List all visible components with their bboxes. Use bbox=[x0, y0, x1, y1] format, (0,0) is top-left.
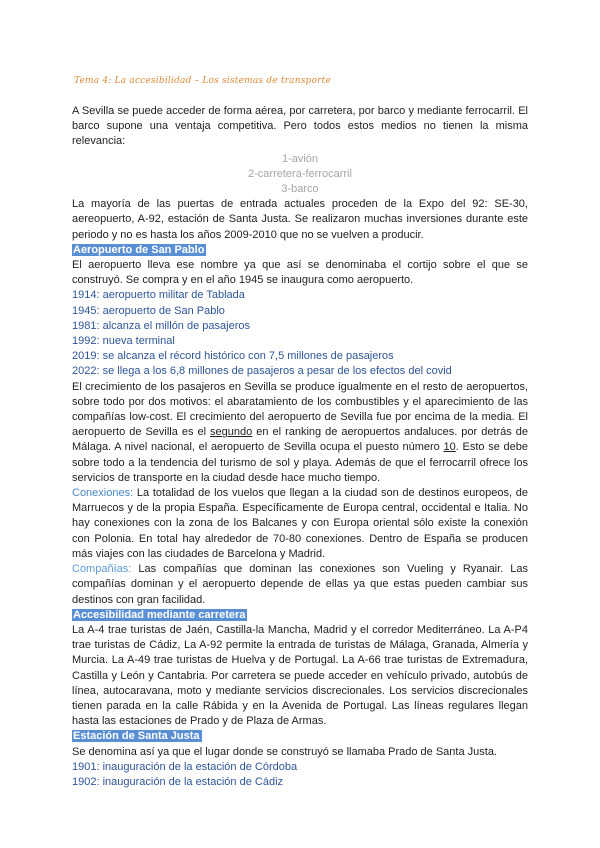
timeline-item: 1992: nueva terminal bbox=[72, 335, 175, 348]
connections-label: Conexiones: bbox=[72, 487, 134, 500]
intro-paragraph: A Sevilla se puede acceder de forma aérea, por carretera, por barco y mediante ferrocarril. El barco supone una ventaja competitiva. Pero todos estos medios no tienen la misma relevancia: bbox=[72, 105, 528, 148]
road-paragraph: La A-4 trae turistas de Jaén, Castilla-la Mancha, Madrid y el corredor Mediterráneo. La A-P4 trae turistas de Cádiz, La A-92 permite la entrada de turistas de Málaga, Granada, Almería y Murcia. La A-49 trae turistas de Huelva y de Portugal. La A-66 trae turistas de Extremadura, Castilla y León y Cantabria. Por carretera se puede acceder en vehículo privado, autobús de línea, autocaravana, moto y mediante servicios discrecionales. Los servicios discrecionales tienen parada en la calle Rábida y en la Avenida de Portugal. Las líneas regulares llegan hasta las estaciones de Prado y de Plaza de Armas. bbox=[72, 623, 528, 728]
ranking-item: 1-avión bbox=[281, 152, 319, 165]
ranking-item: 2-carretera-ferrocarril bbox=[248, 167, 352, 180]
document-body bbox=[72, 104, 528, 790]
companies-label: Compañías: bbox=[72, 563, 132, 576]
segundo-underlined: segundo bbox=[210, 426, 253, 439]
timeline-item: 1914: aeropuerto militar de Tablada bbox=[72, 289, 245, 302]
ten-underlined: 10 bbox=[443, 441, 456, 454]
timeline-item: 1902: inauguración de la estación de Cádiz bbox=[72, 775, 284, 788]
station-heading: Estación de Santa Justa bbox=[73, 730, 200, 743]
road-heading: Accesibilidad mediante carretera bbox=[73, 608, 246, 621]
ranking-list bbox=[72, 152, 528, 198]
airport-heading: Aeropuerto de San Pablo bbox=[73, 243, 205, 256]
entrances-paragraph: La mayoría de las puertas de entrada actuales proceden de la Expo del 92: SE-30, aereopuerto, A-92, estación de Santa Justa. Se realizaron muchas inversiones durante este periodo y no es hasta los años 2009-2010 que no se vuelven a producir. bbox=[72, 198, 528, 241]
page-header-title: Tema 4: La accesibilidad – Los sistemas de transporte bbox=[74, 76, 331, 86]
station-paragraph: Se denomina así ya que el lugar donde se construyó se llamaba Prado de Santa Justa. bbox=[72, 745, 497, 758]
ranking-item: 3-barco bbox=[281, 183, 319, 196]
timeline-item: 2022: se llega a los 6,8 millones de pasajeros a pesar de los efectos del covid bbox=[72, 365, 452, 378]
connections-paragraph: Conexiones: La totalidad de los vuelos que llegan a la ciudad son de destinos europeos, de Marruecos y de la propia España. Específicamente de Europa central, occidental e Italia. No hay conexiones con la zona de los Balcanes y con Europa oriental sólo existe la conexión con Polonia. En total hay alrededor de 70-80 conexiones. Dentro de España se producen más viajes con las ciudades de Barcelona y Madrid. bbox=[72, 487, 528, 560]
timeline-item: 1945: aeropuerto de San Pablo bbox=[72, 304, 225, 317]
station-timeline bbox=[72, 760, 528, 790]
timeline-item: 2019: se alcanza el récord histórico con 7,5 millones de pasajeros bbox=[72, 350, 394, 363]
airport-timeline bbox=[72, 288, 528, 379]
companies-paragraph: Compañías: Las compañías que dominan las conexiones son Vueling y Ryanair. Las compañías dominan y el aeropuerto depende de ellas ya que estas pueden cambiar sus destinos con gran facilidad. bbox=[72, 563, 528, 606]
timeline-item: 1981: alcanza el millón de pasajeros bbox=[72, 319, 250, 332]
airport-paragraph: El aeropuerto lleva ese nombre ya que así se denominaba el cortijo sobre el que se construyó. Se compra y en el año 1945 se inaugura como aeropuerto. bbox=[72, 259, 528, 287]
timeline-item: 1901: inauguración de la estación de Córdoba bbox=[72, 760, 298, 773]
growth-paragraph: El crecimiento de los pasajeros en Sevilla se produce igualmente en el resto de aeropuertos, sobre todo por dos motivos: el abaratamiento de los combustibles y el aparecimiento de las compañías low-cost. El crecimiento del aeropuerto de Sevilla fue por encima de la media. El aeropuerto de Sevilla es el segundo en el ranking de aeropuertos andaluces. por detrás de Málaga. A nivel nacional, el aeropuerto de Sevilla ocupa el puesto número 10. Esto se debe sobre todo a la tendencia del turismo de sol y playa. Además de que el ferrocarril ofrece los servicios de transporte en la ciudad desde hace mucho tiempo. bbox=[72, 380, 529, 484]
